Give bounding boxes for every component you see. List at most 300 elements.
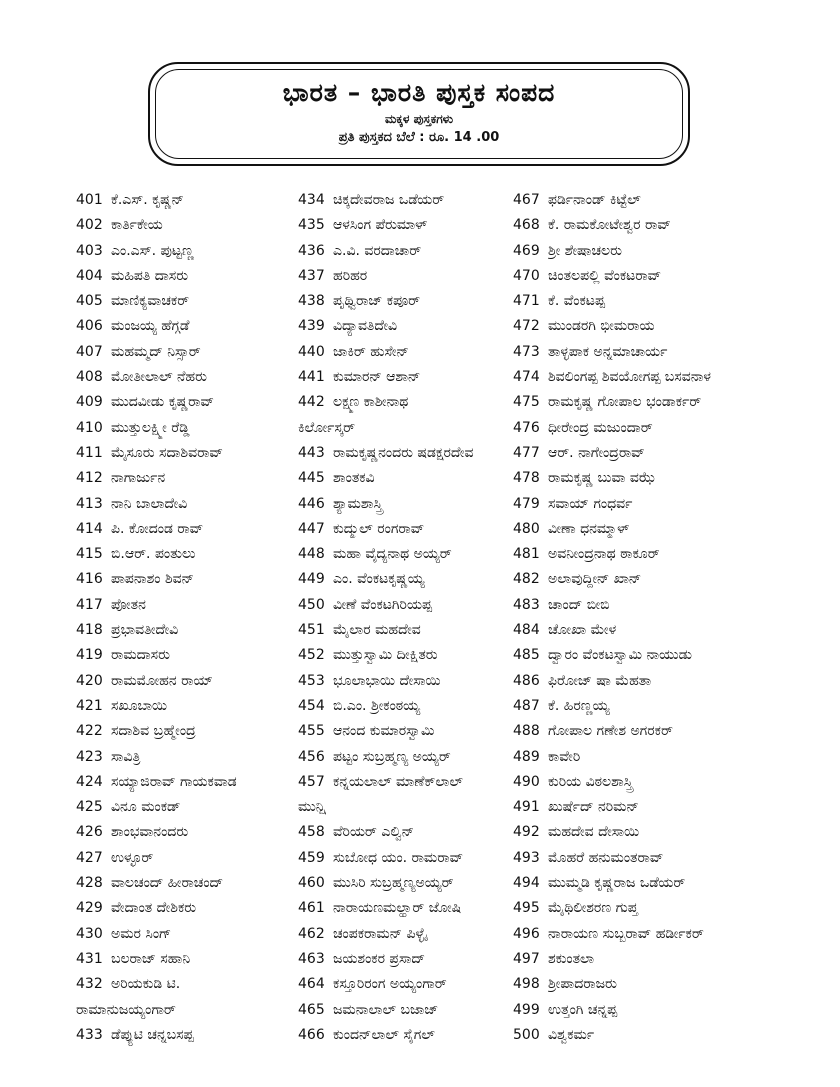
book-entry: [513, 669, 753, 694]
book-entry: [298, 947, 538, 972]
book-number: 435: [298, 217, 325, 234]
book-number: 416: [76, 571, 103, 588]
book-title: ಮುಮ್ಮಡಿ ಕೃಷ್ಣರಾಜ ಒಡೆಯರ್: [548, 875, 686, 892]
book-number: 411: [76, 444, 103, 461]
book-entry: [76, 770, 316, 795]
book-entry: [298, 1023, 538, 1048]
book-title: ಧೀರೇಂದ್ರ ಮಜುಂದಾರ್: [548, 419, 653, 436]
book-number: 497: [513, 950, 540, 967]
book-number: 465: [298, 1001, 325, 1018]
book-number: 405: [76, 293, 103, 310]
book-title: ಕೆ. ಹಿರಣ್ಣಯ್ಯ: [548, 697, 610, 714]
book-title: ಆನಂದ ಕುಮಾರಸ್ವಾಮಿ: [333, 723, 435, 740]
book-number: 431: [76, 950, 103, 967]
book-number: 491: [513, 799, 540, 816]
book-number: 432: [76, 976, 103, 993]
book-entry: [513, 188, 753, 213]
book-number: 480: [513, 520, 540, 537]
book-entry: [76, 618, 316, 643]
book-title: ಮುಂಡರಗಿ ಭೀಮರಾಯ: [548, 318, 655, 335]
book-number: 482: [513, 571, 540, 588]
book-title: ಗೋಪಾಲ ಗಣೇಶ ಅಗರಕರ್: [548, 723, 673, 740]
book-title: ಫರ್ಡಿನಾಂಡ್ ಕಿಟ್ಟೆಲ್: [548, 192, 641, 208]
book-title: ಮೈಥಿಲೀಶರಣ ಗುಪ್ತ: [548, 900, 638, 917]
book-title: ಪ್ರಭಾವತೀದೇವಿ: [111, 622, 179, 639]
book-column-2: [298, 188, 538, 1048]
book-title: ರಾಮದಾಸರು: [111, 647, 170, 664]
book-entry: [76, 922, 316, 947]
book-number: 409: [76, 394, 103, 411]
book-entry: [298, 922, 538, 947]
book-title: ಎಂ. ವೆಂಕಟಕೃಷ್ಣಯ್ಯ: [333, 571, 425, 588]
book-title: ಮುನ್ಷಿ: [298, 799, 326, 816]
book-title: ಕುದ್ಮುಲ್ ರಂಗರಾವ್: [333, 520, 425, 537]
book-number: 459: [298, 849, 325, 866]
book-title: ಆರ್. ನಾಗೇಂದ್ರರಾವ್: [548, 444, 645, 461]
book-entry: [76, 669, 316, 694]
book-title: ಮಾಣಿಕ್ಯವಾಚಕರ್: [111, 293, 190, 310]
book-number: 487: [513, 697, 540, 714]
book-title: ಕಾವೇರಿ: [548, 748, 581, 765]
book-title: ಎ.ವಿ. ವರದಾಚಾರ್: [333, 242, 422, 259]
book-number: 436: [298, 242, 325, 259]
book-entry: [513, 213, 753, 238]
book-number: 471: [513, 293, 540, 310]
book-entry: [298, 795, 538, 820]
book-entry: [76, 188, 316, 213]
book-title: ಸದಾಶಿವ ಬ್ರಹ್ಮೇಂದ್ರ: [111, 723, 196, 740]
book-entry: [76, 264, 316, 289]
book-number: 404: [76, 267, 103, 284]
book-number: 458: [298, 824, 325, 841]
book-title: ರಾಮಾನುಜಯ್ಯಂಗಾರ್: [76, 1001, 176, 1018]
book-entry: [298, 694, 538, 719]
book-title: ಮುತ್ತುಲಕ್ಷ್ಮೀ ರೆಡ್ಡಿ: [111, 419, 190, 436]
book-entry: [513, 618, 753, 643]
book-entry: [76, 517, 316, 542]
book-title: ದ್ವಾರಂ ವೆಂಕಟಸ್ವಾಮಿ ನಾಯುಡು: [548, 647, 692, 664]
book-entry: [76, 542, 316, 567]
book-number: 417: [76, 596, 103, 613]
book-entry: [513, 719, 753, 744]
book-number: 469: [513, 242, 540, 259]
book-title: ಭೂಲಾಭಾಯಿ ದೇಸಾಯಿ: [333, 672, 441, 689]
book-entry: [298, 264, 538, 289]
book-title: ಚಂಪಕರಾಮನ್ ಪಿಳ್ಳೈ: [333, 925, 427, 942]
book-title: ಜಯಶಂಕರ ಪ್ರಸಾದ್: [333, 950, 425, 967]
book-number: 493: [513, 849, 540, 866]
book-entry: [298, 390, 538, 415]
book-title: ಮಹಮ್ಮದ್ ನಿಸ್ಸಾರ್: [111, 343, 201, 360]
book-title: ತಾಳ್ಳಪಾಕ ಅನ್ನಮಾಚಾರ್ಯ: [548, 343, 668, 360]
book-number: 479: [513, 495, 540, 512]
book-number: 403: [76, 242, 103, 259]
book-entry: [513, 972, 753, 997]
book-title: ಕಾರ್ತಿಕೇಯ: [111, 217, 163, 234]
book-number: 478: [513, 470, 540, 487]
book-number: 500: [513, 1026, 540, 1043]
book-entry: [513, 289, 753, 314]
book-title: ಮುದವೀಡು ಕೃಷ್ಣರಾವ್: [111, 394, 214, 411]
book-entry: [298, 289, 538, 314]
book-entry: [298, 441, 538, 466]
book-column-3: [513, 188, 753, 1048]
book-entry: [76, 820, 316, 845]
book-title: ಕುಮಾರನ್ ಆಶಾನ್: [333, 369, 421, 386]
book-number: 473: [513, 343, 540, 360]
book-title: ಕಸ್ತೂರಿರಂಗ ಅಯ್ಯಂಗಾರ್: [333, 976, 447, 993]
book-title: ಉತ್ತಂಗಿ ಚನ್ನಪ್ಪ: [548, 1001, 618, 1018]
book-title: ಚಿಕ್ಕದೇವರಾಜ ಒಡೆಯರ್: [333, 192, 445, 208]
book-entry: [76, 239, 316, 264]
book-title: ಹರಿಹರ: [333, 267, 368, 284]
book-title: ಮುಸಿರಿ ಸುಬ್ರಹ್ಮಣ್ಯಅಯ್ಯರ್: [333, 875, 454, 892]
book-title: ಶ್ರೀಪಾದರಾಜರು: [548, 976, 617, 993]
book-entry: [298, 365, 538, 390]
book-number: 464: [298, 976, 325, 993]
book-entry: [513, 998, 753, 1023]
book-number: 446: [298, 495, 325, 512]
book-title: ನಾರಾಯಣ ಸುಬ್ಬರಾವ್ ಹರ್ಡೀಕರ್: [548, 925, 704, 942]
book-number: 475: [513, 394, 540, 411]
book-title: ಫಿರೋಜ್ ಷಾ ಮೆಹತಾ: [548, 672, 652, 689]
book-title: ವೇದಾಂತ ದೇಶಿಕರು: [111, 900, 197, 917]
book-entry: [513, 896, 753, 921]
book-title: ವಿಶ್ವಕರ್ಮ: [548, 1026, 595, 1043]
book-number: 495: [513, 900, 540, 917]
book-title: ಶಕುಂತಲಾ: [548, 950, 595, 967]
book-title: ಜಾಕಿರ್ ಹುಸೇನ್: [333, 343, 409, 360]
book-title: ಮುತ್ತುಸ್ವಾಮಿ ದೀಕ್ಷಿತರು: [333, 647, 438, 664]
book-entry: [298, 896, 538, 921]
book-entry: [513, 441, 753, 466]
book-entry: [298, 466, 538, 491]
book-number: 433: [76, 1026, 103, 1043]
book-entry: [513, 770, 753, 795]
book-entry: [76, 466, 316, 491]
book-title: ವಿದ್ಯಾವತಿದೇವಿ: [333, 318, 398, 335]
book-entry: [513, 390, 753, 415]
book-number: 421: [76, 697, 103, 714]
book-title: ಖುರ್ಷೆದ್ ನರಿಮನ್: [548, 799, 639, 816]
book-number: 488: [513, 723, 540, 740]
book-title: ರಾಮಕೃಷ್ಣ ಗೋಪಾಲ ಭಂಡಾರ್ಕರ್: [548, 394, 702, 411]
book-number: 438: [298, 293, 325, 310]
book-entry: [513, 593, 753, 618]
book-number: 457: [298, 773, 325, 790]
book-entry: [513, 567, 753, 592]
book-title: ಬಿ.ಎಂ. ಶ್ರೀಕಂಠಯ್ಯ: [333, 697, 421, 714]
book-entry: [76, 314, 316, 339]
book-title: ಮೈಸೂರು ಸದಾಶಿವರಾವ್: [111, 444, 223, 461]
book-title: ಸಯ್ಯಾಜಿರಾವ್ ಗಾಯಕವಾಡ: [111, 773, 237, 790]
book-number: 447: [298, 520, 325, 537]
book-title: ಶಿವಲಿಂಗಪ್ಪ ಶಿವಯೋಗಪ್ಪ ಬಸವನಾಳ: [548, 369, 712, 386]
book-entry: [298, 871, 538, 896]
book-entry: [76, 998, 316, 1023]
book-number: 440: [298, 343, 325, 360]
book-number: 402: [76, 217, 103, 234]
book-number: 439: [298, 318, 325, 335]
book-entry: [76, 340, 316, 365]
header-inner-frame: [155, 69, 683, 159]
book-title: ಶ್ರೀ ಶೇಷಾಚಲರು: [548, 242, 622, 259]
book-number: 423: [76, 748, 103, 765]
book-title: ಕೆ. ರಾಮಕೋಟೇಶ್ವರ ರಾವ್: [548, 217, 671, 234]
book-entry: [513, 947, 753, 972]
book-number: 450: [298, 596, 325, 613]
book-number: 494: [513, 875, 540, 892]
book-number: 490: [513, 773, 540, 790]
book-entry: [76, 213, 316, 238]
book-entry: [298, 314, 538, 339]
book-title: ಚಿಂತಲಪಲ್ಲಿ ವೆಂಕಟರಾವ್: [548, 267, 662, 284]
book-title: ಆಳಸಿಂಗ ಪೆರುಮಾಳ್: [333, 217, 428, 234]
book-entry: [76, 492, 316, 517]
book-entry: [513, 643, 753, 668]
book-entry: [76, 719, 316, 744]
book-column-1: [76, 188, 316, 1048]
book-entry: [513, 264, 753, 289]
book-entry: [298, 542, 538, 567]
book-title: ಚೋಖಾ ಮೇಳ: [548, 622, 617, 639]
book-entry: [298, 340, 538, 365]
book-title: ಶಾಂಭವಾನಂದರು: [111, 824, 189, 841]
book-entry: [298, 770, 538, 795]
book-number: 470: [513, 267, 540, 284]
book-number: 498: [513, 976, 540, 993]
book-number: 420: [76, 672, 103, 689]
book-number: 499: [513, 1001, 540, 1018]
book-title: ಕಿರ್ಲೋಸ್ಕರ್: [298, 419, 356, 436]
book-entry: [298, 820, 538, 845]
book-number: 414: [76, 520, 103, 537]
book-entry: [76, 846, 316, 871]
book-number: 477: [513, 444, 540, 461]
page-subtitle: ಮಕ್ಕಳ ಪುಸ್ತಕಗಳು: [384, 112, 454, 126]
book-entry: [513, 314, 753, 339]
book-title: ನಾರಾಯಣಮಲ್ಹಾರ್ ಜೋಷಿ: [333, 900, 462, 917]
book-title: ವೀಣೆ ವೆಂಕಟಗಿರಿಯಪ್ಪ: [333, 596, 432, 613]
book-number: 455: [298, 723, 325, 740]
book-title: ಕೆ.ಎಸ್. ಕೃಷ್ಣನ್: [111, 192, 184, 208]
book-entry: [513, 694, 753, 719]
book-title: ಶ್ಯಾಮಶಾಸ್ತ್ರಿ: [333, 495, 383, 512]
book-entry: [513, 922, 753, 947]
book-title: ಮೋತೀಲಾಲ್ ನೆಹರು: [111, 369, 207, 386]
price-line: ಪ್ರತಿ ಪುಸ್ತಕದ ಬೆಲೆ : ರೂ. 14 .00: [338, 130, 500, 145]
book-number: 452: [298, 647, 325, 664]
book-number: 484: [513, 622, 540, 639]
book-number: 481: [513, 546, 540, 563]
book-entry: [513, 340, 753, 365]
book-number: 492: [513, 824, 540, 841]
book-number: 426: [76, 824, 103, 841]
book-entry: [298, 593, 538, 618]
book-title: ಪಾಪನಾಶಂ ಶಿವನ್: [111, 571, 194, 588]
book-number: 428: [76, 875, 103, 892]
book-entry: [76, 795, 316, 820]
book-entry: [513, 365, 753, 390]
book-number: 462: [298, 925, 325, 942]
book-number: 418: [76, 622, 103, 639]
book-entry: [298, 846, 538, 871]
book-title: ಅವನೀಂದ್ರನಾಥ ಠಾಕೂರ್: [548, 546, 660, 563]
book-entry: [76, 1023, 316, 1048]
book-entry: [298, 188, 538, 213]
book-entry: [513, 795, 753, 820]
book-title: ಸಖೂಬಾಯಿ: [111, 697, 168, 714]
book-title: ಮಹದೇವ ದೇಸಾಯಿ: [548, 824, 640, 841]
book-entry: [513, 492, 753, 517]
book-number: 434: [298, 192, 325, 208]
book-number: 415: [76, 546, 103, 563]
book-title: ಅಮರ ಸಿಂಗ್: [111, 925, 172, 942]
book-number: 419: [76, 647, 103, 664]
book-entry: [513, 871, 753, 896]
book-entry: [298, 719, 538, 744]
book-number: 474: [513, 369, 540, 386]
book-title: ಪೃಥ್ವಿರಾಜ್ ಕಪೂರ್: [333, 293, 421, 310]
book-entry: [76, 694, 316, 719]
book-number: 445: [298, 470, 325, 487]
book-number: 449: [298, 571, 325, 588]
book-title: ಶಾಂತಕವಿ: [333, 470, 375, 487]
book-number: 407: [76, 343, 103, 360]
book-title: ಬಲರಾಜ್ ಸಹಾನಿ: [111, 950, 191, 967]
book-title: ಡೆಪ್ಯುಟಿ ಚನ್ನಬಸಪ್ಪ: [111, 1026, 194, 1043]
book-number: 456: [298, 748, 325, 765]
book-entry: [76, 390, 316, 415]
book-number: 461: [298, 900, 325, 917]
book-entry: [513, 517, 753, 542]
page-title: ಭಾರತ – ಭಾರತಿ ಪುಸ್ತಕ ಸಂಪದ: [282, 78, 556, 107]
book-title: ಅರಿಯಕುಡಿ ಟಿ.: [111, 976, 181, 993]
book-number: 442: [298, 394, 325, 411]
book-number: 476: [513, 419, 540, 436]
book-entry: [298, 998, 538, 1023]
book-number: 413: [76, 495, 103, 512]
book-entry: [298, 567, 538, 592]
book-entry: [513, 745, 753, 770]
book-number: 429: [76, 900, 103, 917]
book-number: 460: [298, 875, 325, 892]
book-number: 468: [513, 217, 540, 234]
book-title: ಕೆ. ವೆಂಕಟಪ್ಪ: [548, 293, 606, 310]
book-title: ನಾಗಾರ್ಜುನ: [111, 470, 166, 487]
book-number: 406: [76, 318, 103, 335]
book-entry: [513, 846, 753, 871]
book-number: 424: [76, 773, 103, 790]
book-number: 466: [298, 1026, 325, 1043]
book-number: 489: [513, 748, 540, 765]
book-title: ಲಕ್ಷ್ಮಣ ಕಾಶೀನಾಥ: [333, 394, 409, 411]
book-title: ಎಂ.ಎಸ್. ಪುಟ್ಟಣ್ಣ: [111, 242, 194, 259]
book-number: 443: [298, 444, 325, 461]
book-title: ವಾಲಚಂದ್ ಹೀರಾಚಂದ್: [111, 875, 224, 892]
book-entry: [513, 1023, 753, 1048]
book-number: 412: [76, 470, 103, 487]
book-number: 410: [76, 419, 103, 436]
book-title: ಕುರಿಯ ವಿಠಲಶಾಸ್ತ್ರಿ: [548, 773, 633, 790]
book-title: ಮೈಲಾರ ಮಹದೇವ: [333, 622, 421, 639]
book-entry: [76, 289, 316, 314]
book-entry: [76, 896, 316, 921]
book-entry: [298, 972, 538, 997]
book-number: 483: [513, 596, 540, 613]
book-number: 401: [76, 192, 103, 208]
book-title: ಸಾವಿತ್ರಿ: [111, 748, 141, 765]
book-title: ಜಮನಾಲಾಲ್ ಬಜಾಜ್: [333, 1001, 439, 1018]
book-title: ಪೋತನ: [111, 596, 146, 613]
book-title: ಅಲಾವುದ್ದೀನ್ ಖಾನ್: [548, 571, 642, 588]
book-title: ಮಂಜಯ್ಯ ಹೆಗ್ಗಡೆ: [111, 318, 190, 335]
book-title: ನಾನಿ ಬಾಲಾದೇವಿ: [111, 495, 188, 512]
book-number: 408: [76, 369, 103, 386]
book-entry: [298, 239, 538, 264]
book-number: 486: [513, 672, 540, 689]
book-entry: [298, 643, 538, 668]
book-entry: [298, 416, 538, 441]
book-number: 448: [298, 546, 325, 563]
book-title: ವೆರಿಯರ್ ಎಲ್ವಿನ್: [333, 824, 415, 841]
book-title: ರಾಮಮೋಹನ ರಾಯ್: [111, 672, 213, 689]
book-number: 451: [298, 622, 325, 639]
book-number: 463: [298, 950, 325, 967]
book-title: ಕನ್ನಯಲಾಲ್ ಮಾಣೆಕ್‌ಲಾಲ್: [333, 773, 463, 790]
book-number: 422: [76, 723, 103, 740]
book-title: ಬಿ.ಆರ್. ಪಂತುಲು: [111, 546, 196, 563]
book-entry: [76, 643, 316, 668]
book-title: ಕುಂದನ್‌ಲಾಲ್ ಸೈಗಲ್: [333, 1026, 435, 1043]
book-number: 430: [76, 925, 103, 942]
book-entry: [298, 517, 538, 542]
book-title: ಸವಾಯ್ ಗಂಧರ್ವ: [548, 495, 633, 512]
book-title: ರಾಮಕೃಷ್ಣ ಬುವಾ ವಝೆ: [548, 470, 656, 487]
book-number: 472: [513, 318, 540, 335]
book-title: ವಿನೂ ಮಂಕಡ್: [111, 799, 181, 816]
book-entry: [298, 492, 538, 517]
book-entry: [298, 213, 538, 238]
book-entry: [76, 947, 316, 972]
book-entry: [76, 593, 316, 618]
book-number: 453: [298, 672, 325, 689]
book-entry: [76, 416, 316, 441]
book-title: ವೀಣಾ ಧನಮ್ಮಾಳ್: [548, 520, 630, 537]
book-list: [76, 188, 836, 1048]
book-entry: [76, 871, 316, 896]
book-number: 425: [76, 799, 103, 816]
book-entry: [513, 239, 753, 264]
book-entry: [76, 567, 316, 592]
book-number: 427: [76, 849, 103, 866]
book-entry: [76, 441, 316, 466]
book-entry: [513, 820, 753, 845]
book-entry: [513, 416, 753, 441]
book-title: ಮಹಿಪತಿ ದಾಸರು: [111, 267, 189, 284]
book-entry: [76, 745, 316, 770]
book-entry: [298, 618, 538, 643]
book-title: ಉಳ್ಳೂರ್: [111, 849, 154, 866]
book-number: 437: [298, 267, 325, 284]
book-entry: [76, 365, 316, 390]
book-number: 454: [298, 697, 325, 714]
book-title: ಪಿ. ಕೋದಂಡ ರಾವ್: [111, 520, 204, 537]
book-number: 467: [513, 192, 540, 208]
book-number: 485: [513, 647, 540, 664]
book-title: ಚಾಂದ್ ಬೀಬಿ: [548, 596, 610, 613]
book-number: 441: [298, 369, 325, 386]
